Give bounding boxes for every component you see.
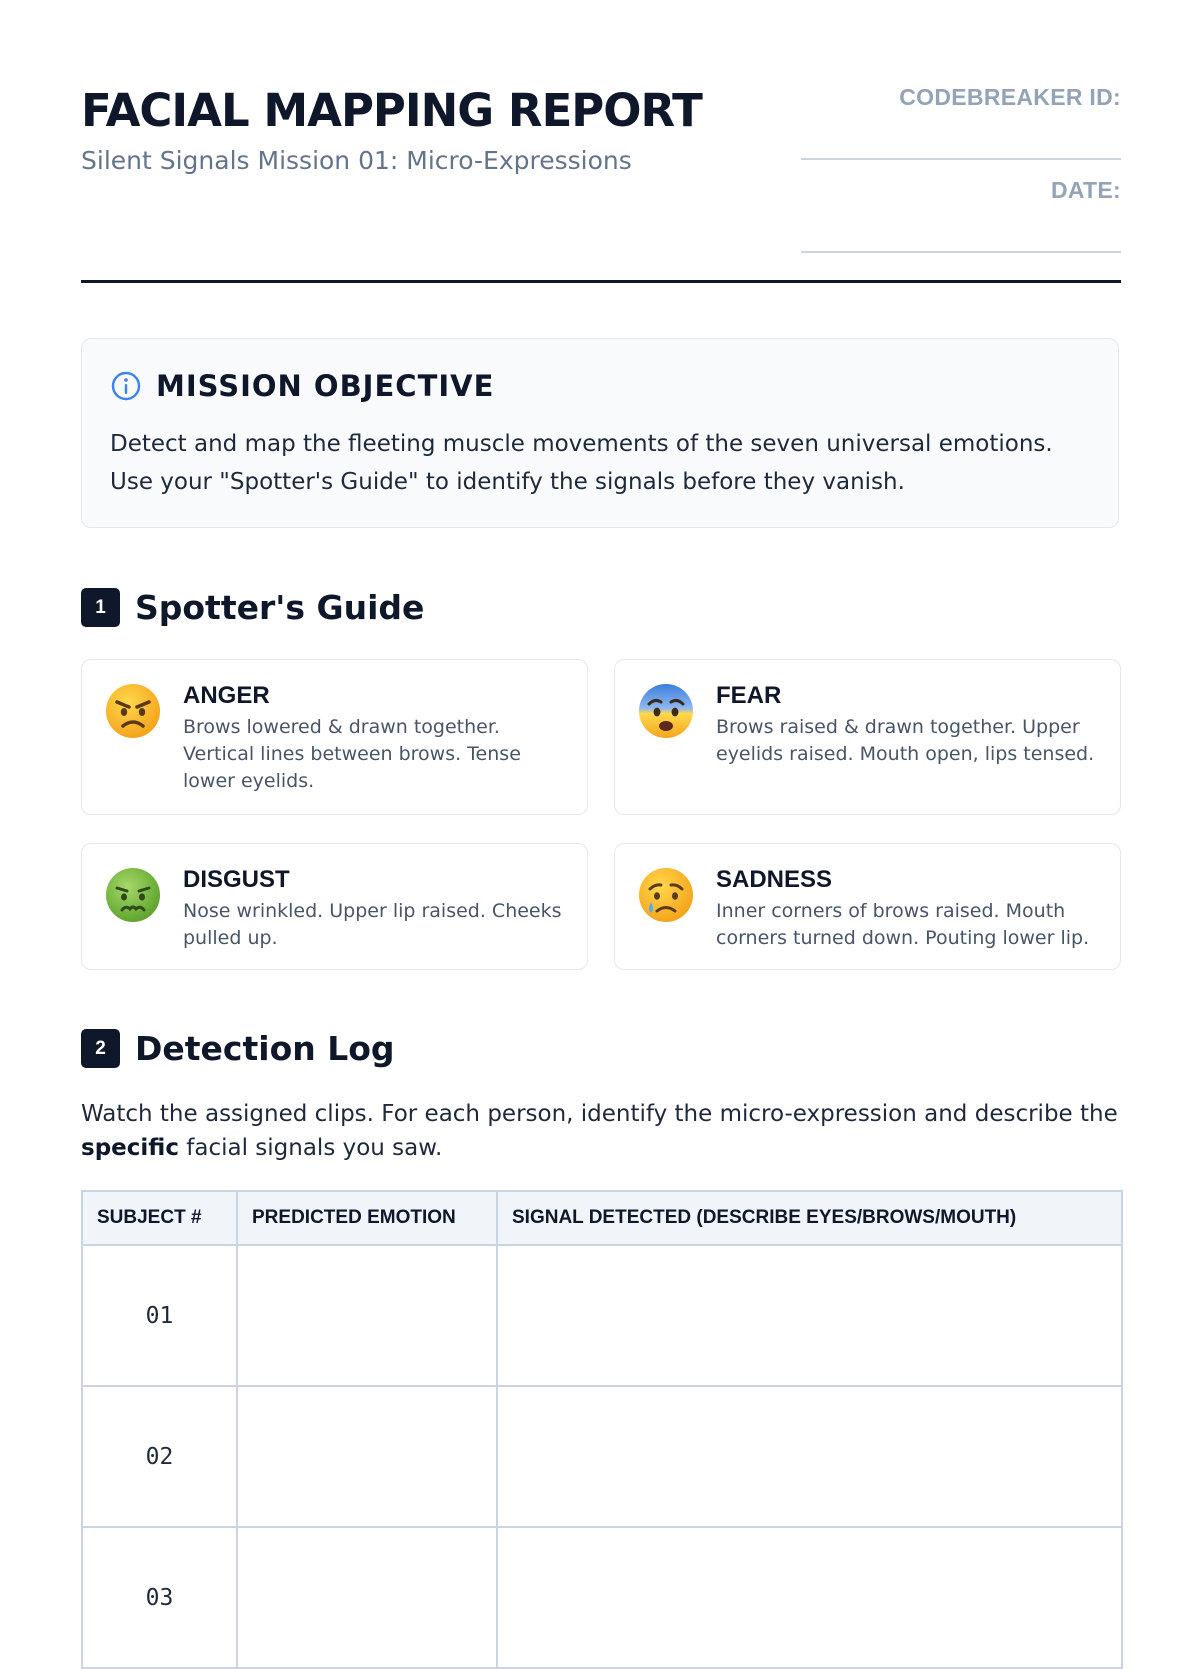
- instructions-text: Watch the assigned clips. For each person, identify the micro-expression and describe the: [81, 1101, 1118, 1127]
- card-description: Brows raised & drawn together. Upper eyelids raised. Mouth open, lips tensed.: [716, 716, 1095, 765]
- guide-card-disgust: [81, 843, 588, 970]
- card-title: DISGUST: [183, 866, 290, 893]
- report-meta: [801, 78, 1121, 284]
- signal-cell[interactable]: [497, 1527, 1122, 1668]
- guide-card-fear: [614, 659, 1121, 815]
- objective-heading: [110, 369, 494, 403]
- log-instructions: [81, 1097, 1121, 1165]
- card-description: Nose wrinkled. Upper lip raised. Cheeks pulled up.: [183, 900, 562, 949]
- table-row: [82, 1386, 1122, 1527]
- emotion-cell[interactable]: [237, 1386, 497, 1527]
- card-title: SADNESS: [716, 866, 833, 893]
- instructions-emphasis: specific: [81, 1135, 179, 1161]
- header-divider: [81, 280, 1121, 283]
- subject-number: 01: [82, 1245, 237, 1386]
- column-header-emotion: PREDICTED EMOTION: [237, 1191, 497, 1245]
- spotters-guide-heading: [81, 588, 424, 627]
- objective-title: MISSION OBJECTIVE: [156, 369, 495, 403]
- fearful-face-icon: [637, 682, 695, 740]
- card-description: Brows lowered & drawn together. Vertical lines between brows. Tense lower eyelids.: [183, 716, 521, 792]
- section-number-badge: 1: [81, 588, 120, 627]
- detection-log-table: [81, 1190, 1123, 1669]
- page-subtitle: Silent Signals Mission 01: Micro-Expressions: [81, 146, 632, 175]
- detection-log-heading: [81, 1029, 395, 1068]
- subject-number: 02: [82, 1386, 237, 1527]
- signal-cell[interactable]: [497, 1386, 1122, 1527]
- mission-objective-box: [81, 338, 1119, 528]
- section-number-badge: 2: [81, 1029, 120, 1068]
- column-header-signal: SIGNAL DETECTED (DESCRIBE EYES/BROWS/MOUTH): [497, 1191, 1122, 1245]
- emotion-cell[interactable]: [237, 1527, 497, 1668]
- info-circle-icon: [110, 370, 142, 402]
- card-title: FEAR: [716, 682, 782, 709]
- guide-card-anger: [81, 659, 588, 815]
- objective-text: Detect and map the fleeting muscle movements of the seven universal emotions. Use your "Spotter's Guide" to identify the signals before they vanish.: [110, 431, 1053, 495]
- codebreaker-id-field[interactable]: [801, 158, 1121, 160]
- column-header-subject: SUBJECT #: [82, 1191, 237, 1245]
- card-title: ANGER: [183, 682, 270, 709]
- emotion-cell[interactable]: [237, 1245, 497, 1386]
- angry-face-icon: [104, 682, 162, 740]
- table-row: [82, 1527, 1122, 1668]
- card-description: Inner corners of brows raised. Mouth corners turned down. Pouting lower lip.: [716, 900, 1090, 949]
- subject-number: 03: [82, 1527, 237, 1668]
- guide-card-sadness: [614, 843, 1121, 970]
- table-row: [82, 1245, 1122, 1386]
- date-label: DATE:: [1050, 177, 1121, 203]
- page-title: FACIAL MAPPING REPORT: [81, 84, 702, 137]
- table-header-row: [82, 1191, 1122, 1245]
- crying-face-icon: [637, 866, 695, 924]
- instructions-text-end: facial signals you saw.: [178, 1135, 443, 1161]
- codebreaker-id-label: CODEBREAKER ID:: [899, 84, 1121, 110]
- date-field[interactable]: [801, 251, 1121, 253]
- report-header: [81, 78, 1121, 284]
- nauseated-face-icon: [104, 866, 162, 924]
- section-title: Detection Log: [135, 1029, 395, 1068]
- signal-cell[interactable]: [497, 1245, 1122, 1386]
- section-title: Spotter's Guide: [135, 588, 425, 627]
